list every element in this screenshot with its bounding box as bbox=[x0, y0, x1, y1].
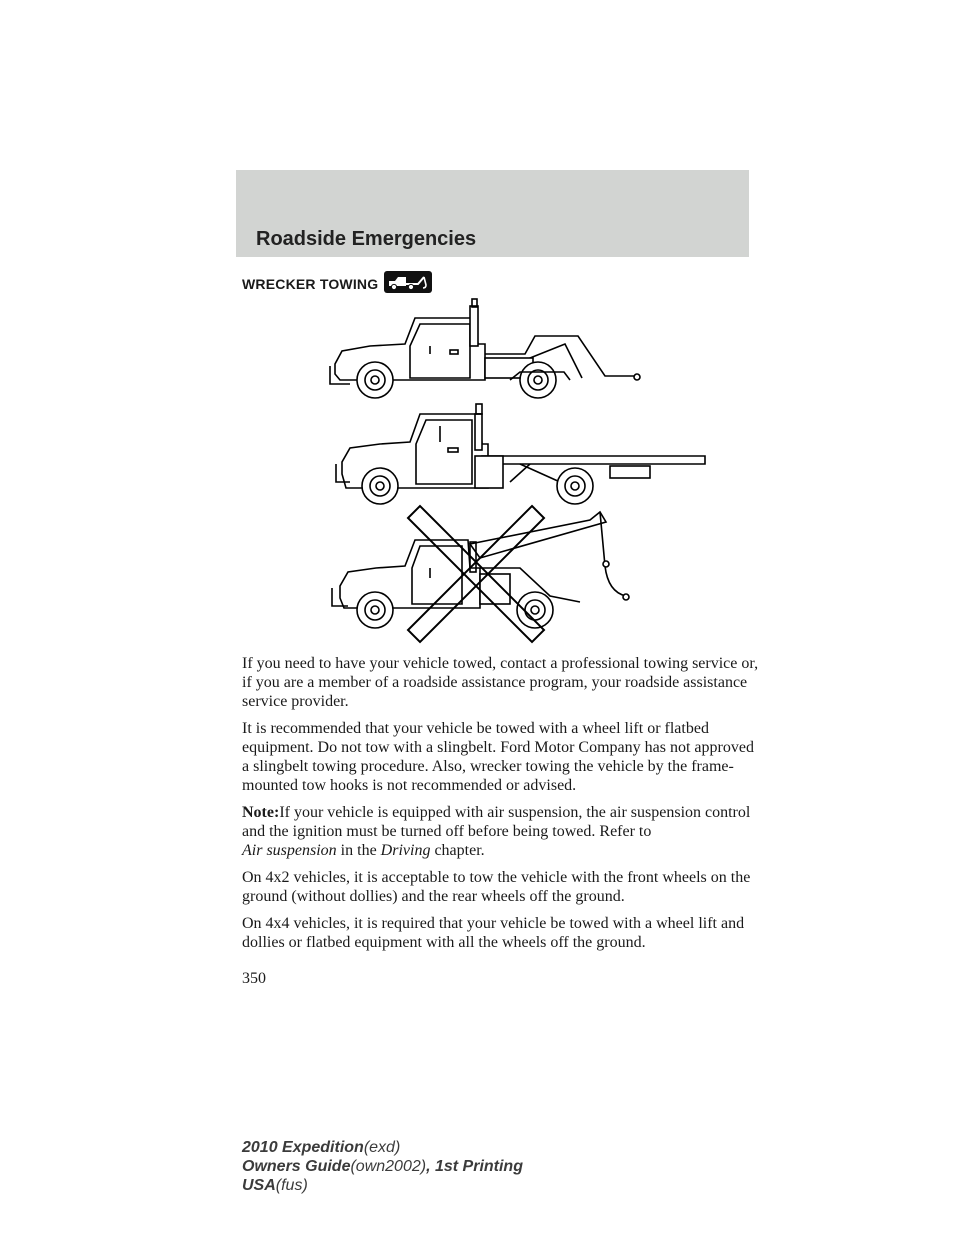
section-heading-text: WRECKER TOWING bbox=[242, 275, 379, 292]
paragraph-note bbox=[242, 803, 762, 860]
print-footer bbox=[242, 1138, 523, 1195]
paragraph-4x4: On 4x4 vehicles, it is required that your vehicle be towed with a wheel lift and dollies or flatbed equipment with all the wheels off the ground. bbox=[242, 915, 745, 951]
chapter-title: Roadside Emergencies bbox=[256, 228, 477, 250]
note-ref-driving: Driving bbox=[380, 842, 431, 859]
paragraph-contact-service: If you need to have your vehicle towed, contact a professional towing service or, if you are a member of a roadside assistance program, your roadside assistance service provider. bbox=[242, 655, 759, 710]
note-text-1: If your vehicle is equipped with air suspension, the air suspension control and the ignition must be turned off before being towed. Refer to bbox=[242, 804, 751, 840]
note-ref-air-suspension: Air suspension bbox=[242, 842, 337, 859]
note-text-3: chapter. bbox=[434, 842, 485, 859]
wheel-lift-truck-illustration bbox=[330, 299, 640, 398]
section-heading bbox=[242, 271, 432, 296]
paragraph-recommendation: It is recommended that your vehicle be towed with a wheel lift or flatbed equipment. Do not tow with a slingbelt. Ford Motor Company has not approved a slingbelt towing procedure. Also, wrecker towing the vehicle by the frame-mounted tow hooks is not recommended or advised. bbox=[242, 720, 754, 794]
footer-line-1: 2010 Expedition(exd) bbox=[242, 1139, 401, 1156]
note-label: Note: bbox=[242, 804, 280, 821]
footer-line-3: USA(fus) bbox=[242, 1177, 308, 1194]
footer-line-2: Owners Guide(own2002), 1st Printing bbox=[242, 1158, 523, 1175]
flatbed-truck-illustration bbox=[336, 404, 705, 504]
paragraph-4x2: On 4x2 vehicles, it is acceptable to tow the vehicle with the front wheels on the ground (without dollies) and the rear wheels off the ground. bbox=[242, 869, 751, 905]
sling-tow-truck-illustration bbox=[332, 512, 629, 628]
page-number: 350 bbox=[242, 970, 266, 987]
towing-illustrations bbox=[320, 296, 720, 646]
tow-truck-icon bbox=[384, 271, 432, 296]
note-text-2: in the bbox=[340, 842, 377, 859]
body-text bbox=[242, 654, 762, 960]
chapter-header-band bbox=[236, 170, 749, 257]
